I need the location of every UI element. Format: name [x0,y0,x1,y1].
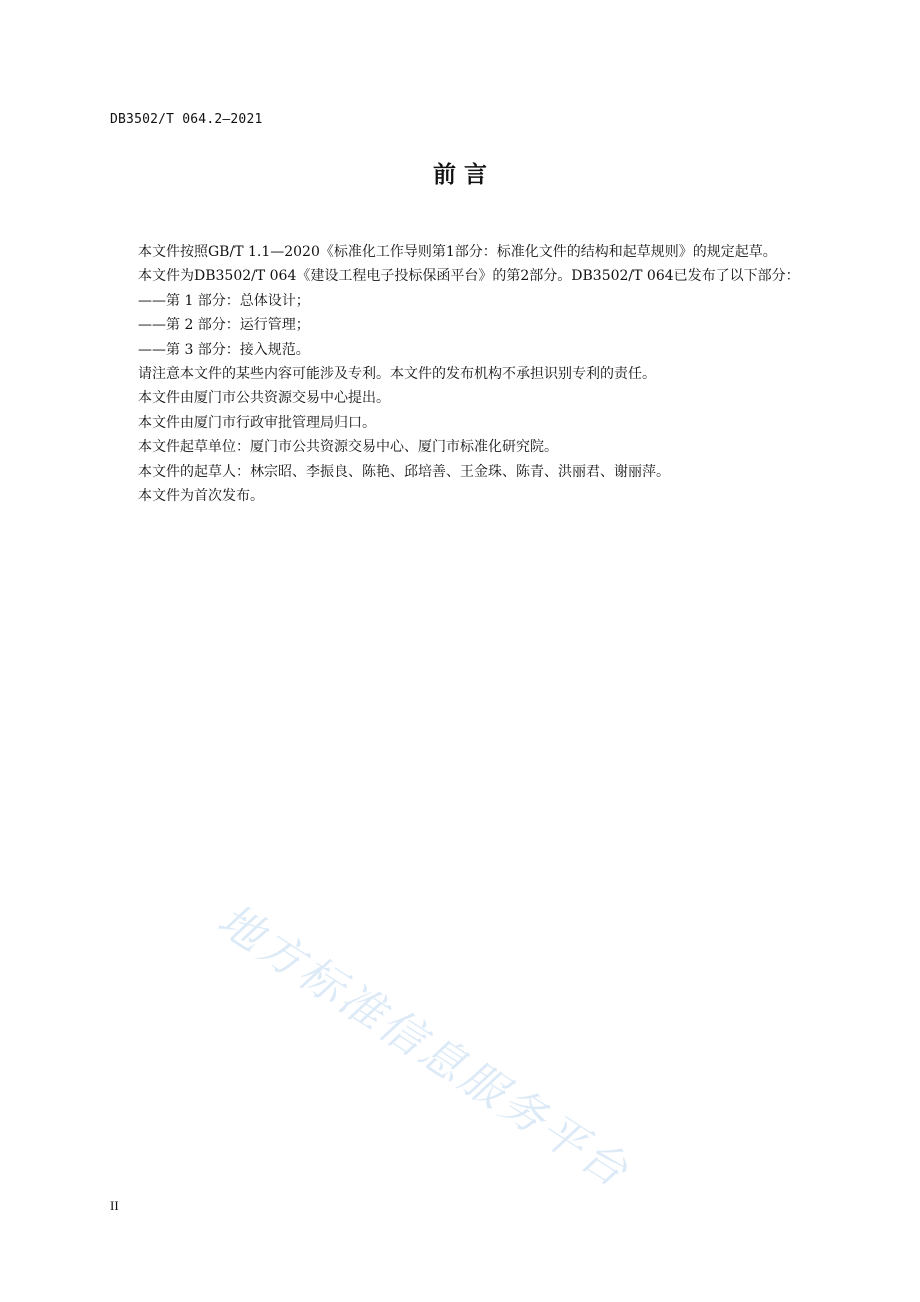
paragraph-patent-notice: 请注意本文件的某些内容可能涉及专利。本文件的发布机构不承担识别专利的责任。 [138,366,656,383]
watermark-text: 地方标准信息服务平台 [208,894,639,1199]
paragraph-drafters: 本文件的起草人：林宗昭、李振良、陈艳、邱培善、王金珠、陈青、洪丽君、谢丽萍。 [138,463,670,480]
paragraph-drafting-units: 本文件起草单位：厦门市公共资源交易中心、厦门市标准化研究院。 [138,439,558,456]
page-title: 前 言 [432,162,487,188]
paragraph-proposer: 本文件由厦门市公共资源交易中心提出。 [138,390,390,407]
paragraph-drafting-rules: 本文件按照GB/T 1.1—2020《标准化工作导则第1部分：标准化文件的结构和起草规则》的规定起草。 [138,244,777,260]
list-item-part-1: ——第 1 部分：总体设计； [138,292,310,309]
paragraph-administrator: 本文件由厦门市行政审批管理局归口。 [138,414,376,431]
paragraph-series-intro: 本文件为DB3502/T 064《建设工程电子投标保函平台》的第2部分。DB3502/T 064已发布了以下部分： [138,268,800,285]
document-code: DB3502/T 064.2—2021 [110,112,263,127]
paragraph-first-release: 本文件为首次发布。 [138,488,264,505]
foreword-body [110,240,832,508]
page-number: II [110,1198,119,1213]
list-item-part-3: ——第 3 部分：接入规范。 [138,341,310,358]
list-item-part-2: ——第 2 部分：运行管理； [138,317,310,334]
